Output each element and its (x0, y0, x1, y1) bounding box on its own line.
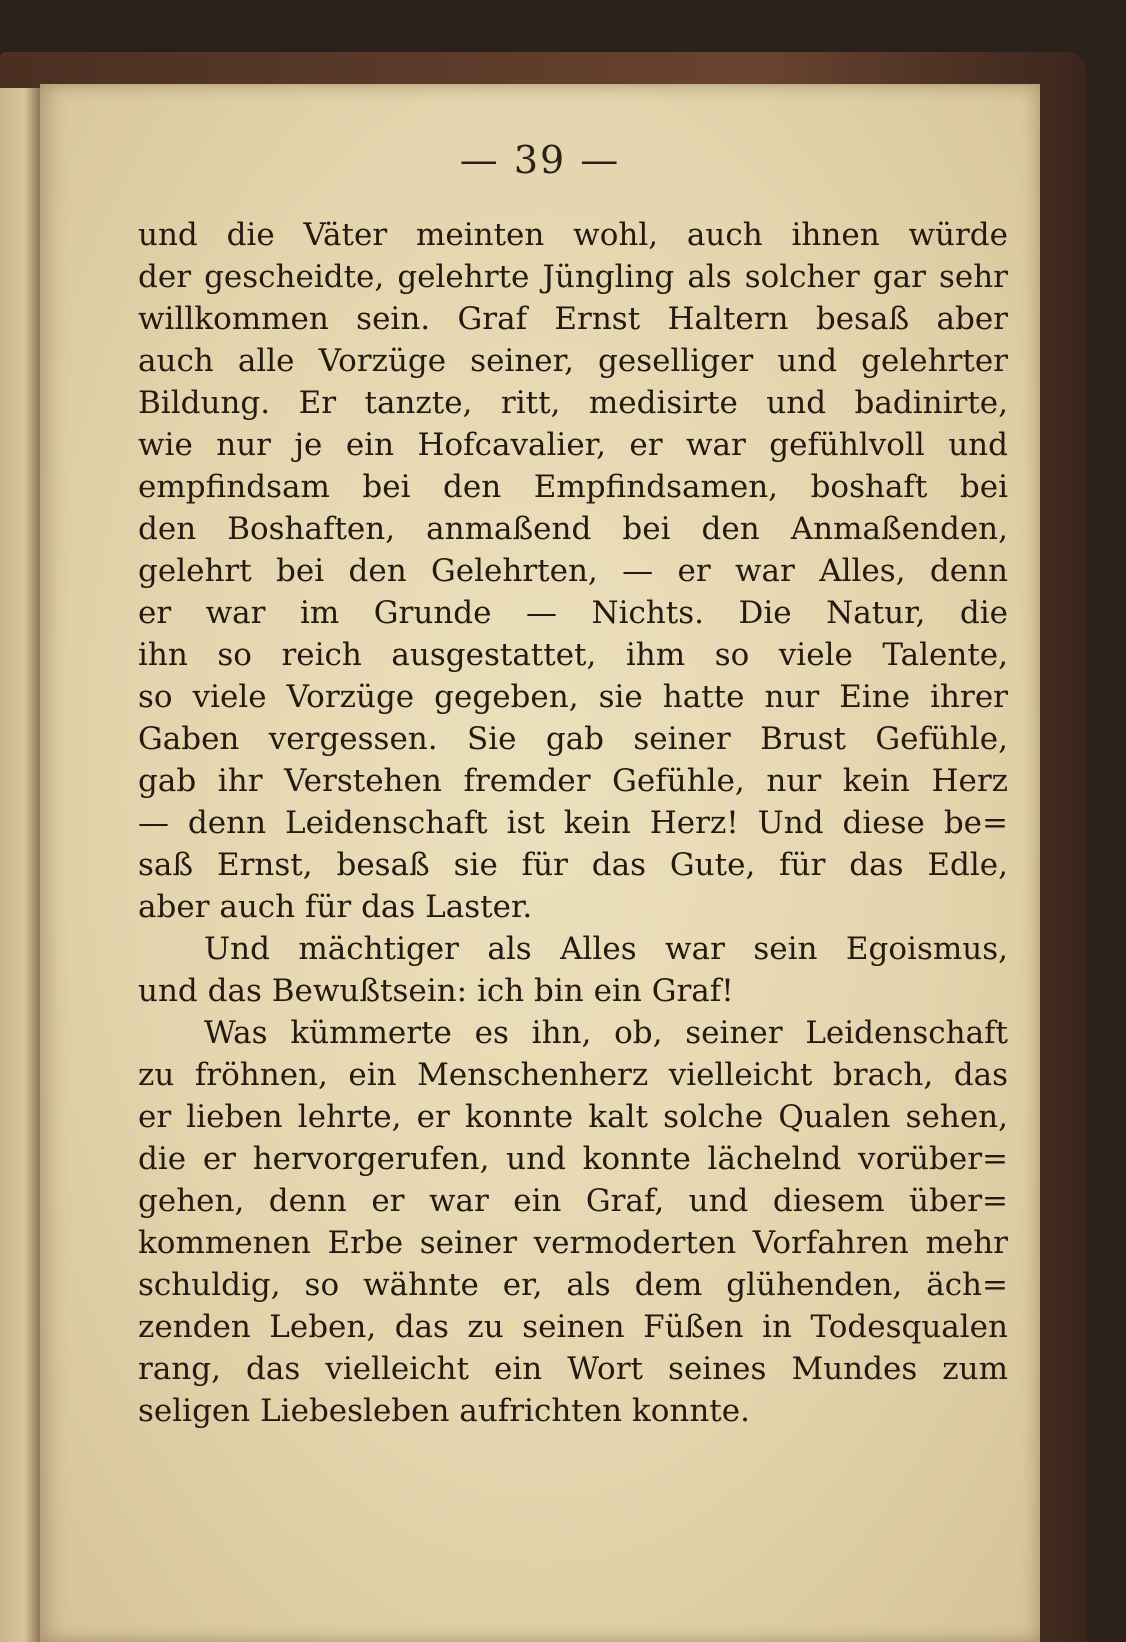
text-line: rang, das vielleicht ein Wort seines Mundes zum (138, 1351, 1008, 1387)
text-line: kommenen Erbe seiner vermoderten Vorfahren mehr (138, 1225, 1008, 1261)
text-line: aber auch für das Laster. (138, 889, 533, 925)
text-line: die er hervorgerufen, und konnte lächelnd vorüber= (138, 1141, 1008, 1177)
text-line: — denn Leidenschaft ist kein Herz! Und diese be= (138, 805, 1008, 841)
text-line: saß Ernst, besaß sie für das Gute, für das Edle, (138, 847, 1008, 883)
text-line: Was kümmerte es ihn, ob, seiner Leidenschaft (204, 1015, 1008, 1051)
left-page-edge (0, 88, 40, 1642)
text-line: seligen Liebesleben aufrichten konnte. (138, 1393, 750, 1429)
text-line: gehen, denn er war ein Graf, und diesem über= (138, 1183, 1008, 1219)
text-line: ihn so reich ausgestattet, ihm so viele Talente, (138, 637, 1008, 673)
text-line: Und mächtiger als Alles war sein Egoismus, (204, 931, 1008, 967)
text-line: auch alle Vorzüge seiner, geselliger und gelehrter (138, 343, 1008, 379)
text-line: willkommen sein. Graf Ernst Haltern besaß aber (138, 301, 1008, 337)
book-page (40, 84, 1040, 1642)
text-line: zu fröhnen, ein Menschenherz vielleicht brach, das (138, 1057, 1008, 1093)
text-line: wie nur je ein Hofcavalier, er war gefühlvoll und (138, 427, 1008, 463)
text-line: gelehrt bei den Gelehrten, — er war Alles, denn (138, 553, 1008, 589)
page-number: — 39 — (459, 138, 621, 182)
text-line: den Boshaften, anmaßend bei den Anmaßenden, (138, 511, 1008, 547)
text-line: empfindsam bei den Empfindsamen, boshaft bei (138, 469, 1008, 505)
text-line: er lieben lehrte, er konnte kalt solche Qualen sehen, (138, 1099, 1008, 1135)
text-line: schuldig, so wähnte er, als dem glühenden, äch= (138, 1267, 1008, 1303)
text-line: der gescheidte, gelehrte Jüngling als solcher gar sehr (138, 259, 1008, 295)
text-line: gab ihr Verstehen fremder Gefühle, nur kein Herz (138, 763, 1008, 799)
text-line: Gaben vergessen. Sie gab seiner Brust Gefühle, (138, 721, 1008, 757)
text-line: er war im Grunde — Nichts. Die Natur, die (138, 595, 1008, 631)
text-line: und die Väter meinten wohl, auch ihnen würde (138, 217, 1008, 253)
page-text (138, 214, 1008, 1432)
text-line: Bildung. Er tanzte, ritt, medisirte und badinirte, (138, 385, 1008, 421)
text-line: so viele Vorzüge gegeben, sie hatte nur Eine ihrer (138, 679, 1008, 715)
text-line: und das Bewußtsein: ich bin ein Graf! (138, 973, 734, 1009)
text-line: zenden Leben, das zu seinen Füßen in Todesqualen (138, 1309, 1008, 1345)
